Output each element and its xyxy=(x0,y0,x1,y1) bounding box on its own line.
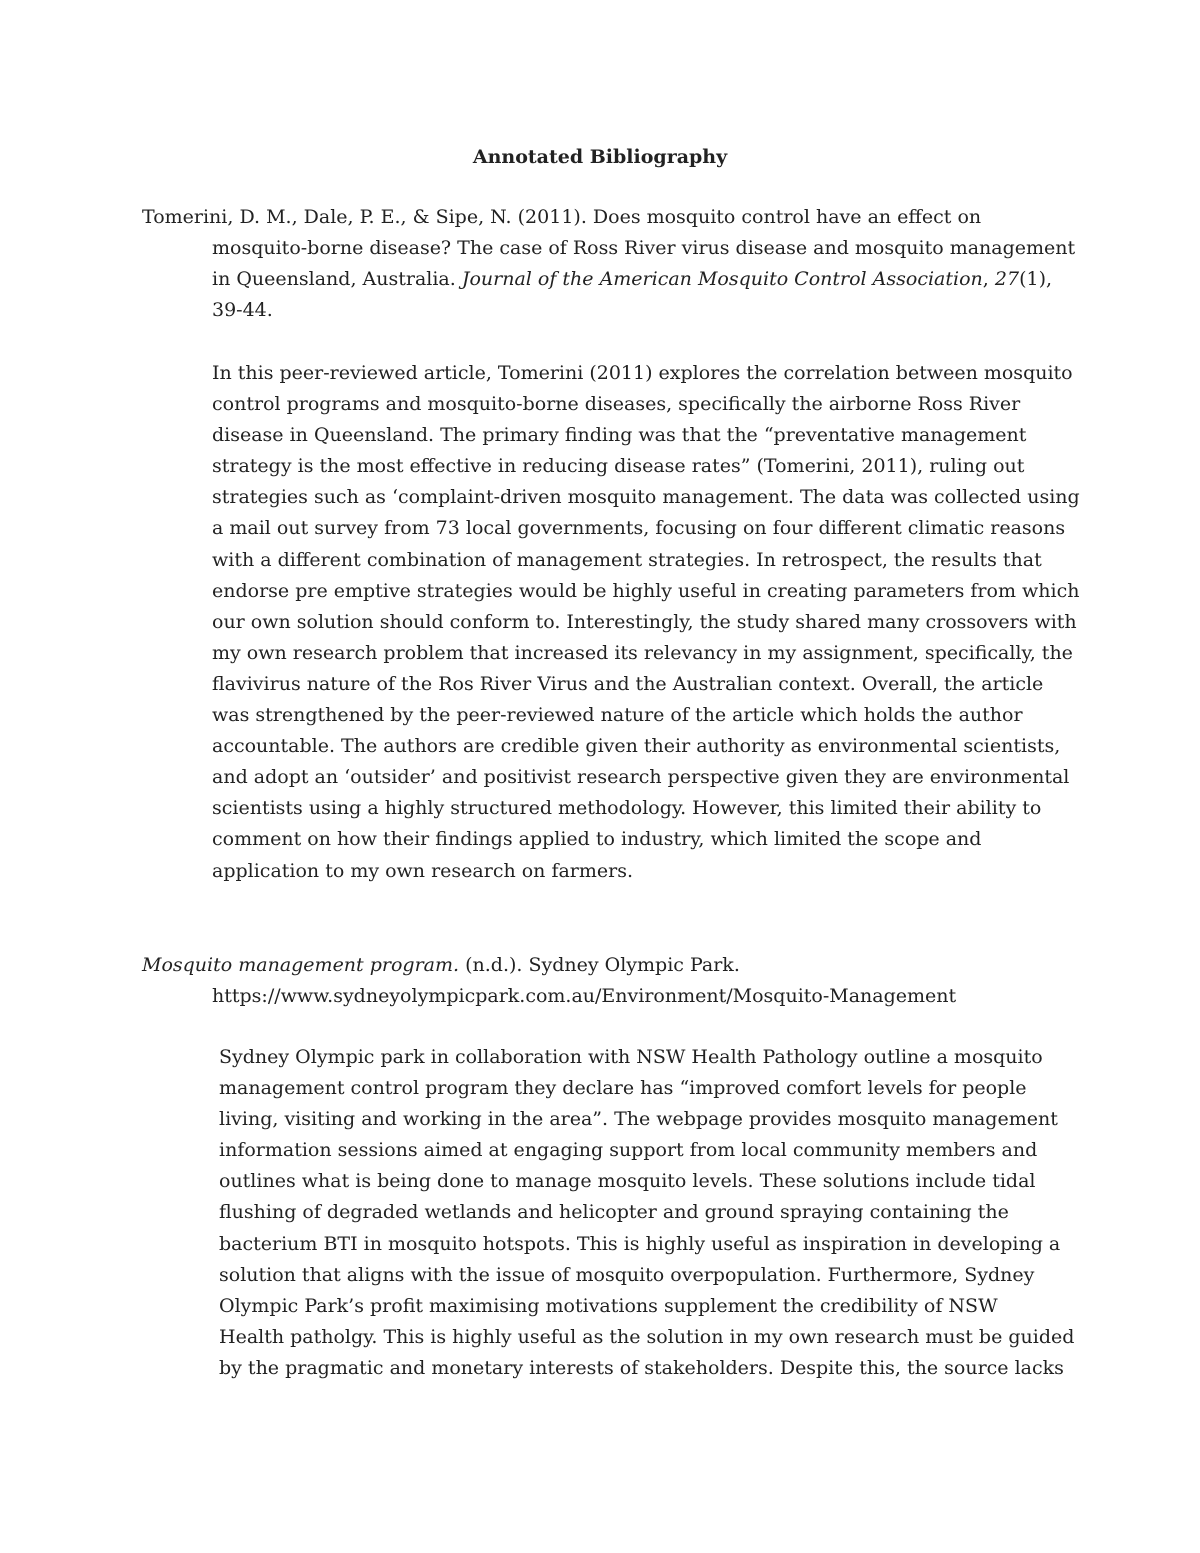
reference-separator: , xyxy=(982,268,995,290)
annotation-tomerini: In this peer-reviewed article, Tomerini (2011) explores the correlation between mosquito control programs and mosquito-borne diseases, specifically the airborne Ross River disease in Queensland. The primary finding was that the “preventative management strategy is the most effective in reducing disease rates” (Tomerini, 2011), ruling out strategies such as ‘complaint-driven mosquito management. The data was collected using a mail out survey from 73 local governments, focusing on four different climatic reasons with a different combination of management strategies. In retrospect, the results that endorse pre emptive strategies would be highly useful in creating parameters from which our own solution should conform to. Interestingly, the study shared many crossovers with my own research problem that increased its relevancy in my assignment, specifically, the flavivirus nature of the Ros River Virus and the Australian context. Overall, the article was strengthened by the peer-reviewed nature of the article which holds the author accountable. The authors are credible given their authority as environmental scientists, and adopt an ‘outsider’ and positivist research perspective given they are environmental scientists using a highly structured methodology. However, this limited their ability to comment on how their findings applied to industry, which limited the scope and application to my own research on farmers. xyxy=(212,362,1080,882)
document-title: Annotated Bibliography xyxy=(472,146,728,168)
reference-entry-sydney-olympic-park xyxy=(142,950,1112,1012)
reference-volume: 27 xyxy=(994,268,1020,290)
reference-journal-name: Journal of the American Mosquito Control Association xyxy=(461,268,983,290)
reference-publisher-url: (n.d.). Sydney Olympic Park. https://www.sydneyolympicpark.com.au/Environment/Mosquito-Management xyxy=(212,954,957,1007)
reference-authors-year: Tomerini, D. M., Dale, P. E., & Sipe, N. (2011). xyxy=(142,206,587,228)
reference-entry-tomerini xyxy=(142,202,1112,326)
reference-issue-pages: (1), 39-44. xyxy=(212,268,1053,321)
annotation-sydney-olympic-park: Sydney Olympic park in collaboration with NSW Health Pathology outline a mosquito management control program they declare has “improved comfort levels for people living, visiting and working in the area”. The webpage provides mosquito management information sessions aimed at engaging support from local community members and outlines what is being done to manage mosquito levels. These solutions include tidal flushing of degraded wetlands and helicopter and ground spraying containing the bacterium BTI in mosquito hotspots. This is highly useful as inspiration in developing a solution that aligns with the issue of mosquito overpopulation. Furthermore, Sydney Olympic Park’s profit maximising motivations supplement the credibility of NSW Health patholgy. This is highly useful as the solution in my own research must be guided by the pragmatic and monetary interests of stakeholders. Despite this, the source lacks xyxy=(219,1046,1075,1379)
reference-webpage-title: Mosquito management program. xyxy=(142,954,460,976)
reference-article-title: Does mosquito control have an effect on mosquito-borne disease? The case of Ross River virus disease and mosquito management in Queensland, Australia. xyxy=(212,206,1076,290)
